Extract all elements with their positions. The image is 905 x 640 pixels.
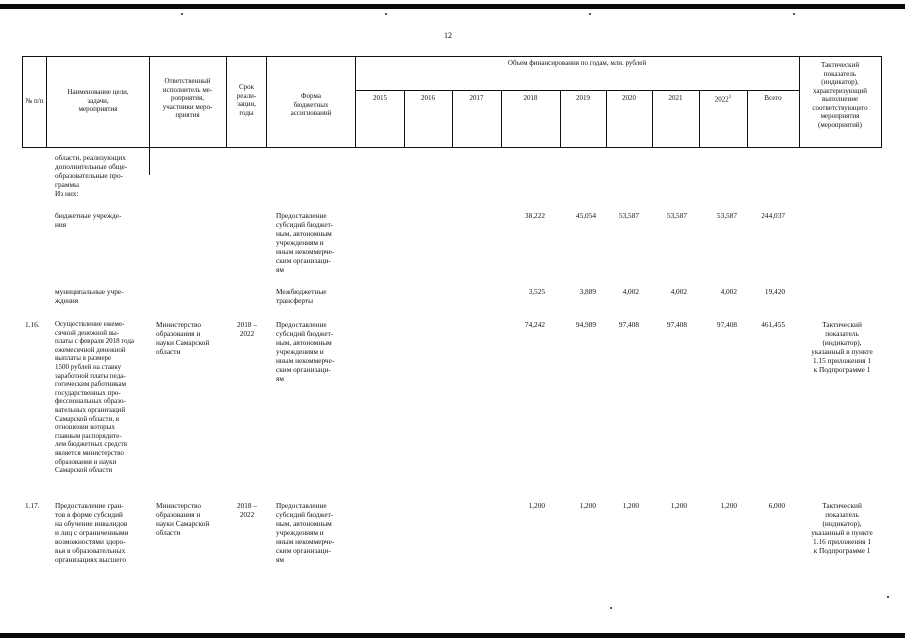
header-volume: Объем финансирования по годам, млн. рублей: [507, 59, 647, 67]
row-1-17-2021: 1,200: [670, 501, 687, 510]
row-1-16-num: 1.16.: [25, 320, 40, 329]
row-1-17-total: 6,000: [768, 501, 785, 510]
row-1-17-executor: Министерство образования и науки Самарской области: [156, 501, 210, 537]
row-municipal-total: 19,420: [764, 287, 785, 296]
header-bottom-line: [22, 147, 882, 148]
row-municipal-2022: 4,002: [720, 287, 737, 296]
scan-speck: [610, 607, 612, 609]
row-1-16-2018: 74,242: [524, 320, 545, 329]
header-year-total: Всего: [764, 94, 782, 102]
header-executor: Ответственный исполнитель ме- роприятия, участники меро- приятия: [162, 77, 213, 119]
row-1-17-form: Предоставление субсидий бюджет- ным, автономным учреждениям и иным некоммерче- ским организаци- ям: [276, 501, 335, 564]
col-line: [226, 56, 227, 147]
header-term: Срок реали- зации, годы: [236, 83, 257, 117]
col-line: [149, 56, 150, 147]
scan-speck: [181, 13, 183, 15]
row-budget-total: 244,037: [761, 211, 785, 220]
row-1-16-2021: 97,408: [666, 320, 687, 329]
header-year-2016: 2016: [421, 94, 435, 102]
row-municipal-2018: 3,525: [528, 287, 545, 296]
table-top-line: [22, 56, 882, 57]
row-1-16-executor: Министерство образования и науки Самарской области: [156, 320, 210, 356]
scan-speck: [887, 596, 889, 598]
row-municipal-name: муниципальные учре- ждения: [55, 287, 124, 305]
row-budget-name: бюджетные учрежде- ния: [55, 211, 122, 229]
col-line: [149, 147, 150, 175]
header-form: Форма бюджетных ассигнований: [290, 92, 332, 117]
header-year-2021: 2021: [668, 94, 683, 102]
row-municipal-2020: 4,002: [622, 287, 639, 296]
header-indicator: Тактический показатель (индикатор), характеризующий выполнение соответствующего мероприятия (мероприятий): [812, 61, 868, 129]
row-1-16-indicator: Тактический показатель (индикатор), указанный в пункте 1.15 приложения 1 к Подпрограмме 1: [811, 320, 873, 374]
row-municipal-form: Межбюджетные трансферты: [276, 287, 327, 305]
row-1-16-form: Предоставление субсидий бюджет- ным, автономным учреждениям и иным некоммерче- ским организаци- ям: [276, 320, 335, 383]
row-1-17-num: 1.17.: [25, 501, 40, 510]
row-budget-2018: 38,222: [524, 211, 545, 220]
header-year-2022: 2022$^1$: [714, 95, 732, 104]
row-1-17-indicator: Тактический показатель (индикатор), указанный в пункте 1.16 приложения 1 к Подпрограмме 1: [811, 501, 873, 555]
row-budget-form: Предоставление субсидий бюджет- ным, автономным учреждениям и иным некоммерче- ским организаци- ям: [276, 211, 335, 274]
row-1-16-total: 461,455: [761, 320, 785, 329]
row-1-16-term: 2018 – 2022: [236, 320, 258, 338]
row-1-17-name: Предоставление гран- тов в форме субсидий на обучение инвалидов и лиц с ограниченными возможностями здоро- вья в образовательных организациях высшего: [55, 501, 129, 564]
row-budget-2019: 45,054: [575, 211, 596, 220]
col-line: [355, 56, 356, 147]
row-1-17-2018: 1,200: [528, 501, 545, 510]
scan-speck: [793, 13, 795, 15]
col-line: [881, 56, 882, 147]
row-cont-name: области, реализующих дополнительные обще- образовательные про- граммы Из них:: [55, 153, 128, 198]
scan-speck: [589, 13, 591, 15]
row-1-16-2020: 97,408: [618, 320, 639, 329]
header-name: Наименование цели, задачи, мероприятия: [67, 88, 129, 113]
header-year-2019: 2019: [576, 94, 590, 102]
row-budget-2021: 53,587: [666, 211, 687, 220]
header-num: № п/п: [25, 97, 44, 105]
col-line: [46, 56, 47, 147]
page-number: 12: [444, 31, 452, 40]
row-1-16-2019: 94,989: [575, 320, 596, 329]
col-line: [266, 56, 267, 147]
row-1-17-2020: 1,200: [622, 501, 639, 510]
header-year-2020: 2020: [622, 94, 636, 102]
row-municipal-2021: 4,002: [670, 287, 687, 296]
row-1-16-2022: 97,408: [716, 320, 737, 329]
scan-bottom-border: [0, 633, 905, 638]
header-year-2018: 2018: [523, 94, 538, 102]
header-year-2015: 2015: [373, 94, 387, 102]
row-1-17-term: 2018 – 2022: [236, 501, 258, 519]
row-1-17-2022: 1,200: [720, 501, 737, 510]
row-1-17-2019: 1,200: [579, 501, 596, 510]
row-municipal-2019: 3,889: [579, 287, 596, 296]
scan-top-border: [0, 4, 905, 9]
row-budget-2020: 53,587: [618, 211, 639, 220]
years-subheader-line: [355, 90, 799, 91]
row-1-16-name: Осуществление ежеме- сячной денежной вы- платы с февраля 2018 года ежемесячной денежной выплаты в размере 1500 рублей на ставку заработной платы педа- гогическим работникам государственных про- фессиональных образо- вательных организаций Самарской области, в отношении которых главным распорядите- лем бюджетных средств является министерство образования и науки Самарской области: [55, 320, 135, 475]
header-year-2017: 2017: [469, 94, 484, 102]
row-budget-2022: 53,587: [716, 211, 737, 220]
scan-speck: [385, 13, 387, 15]
